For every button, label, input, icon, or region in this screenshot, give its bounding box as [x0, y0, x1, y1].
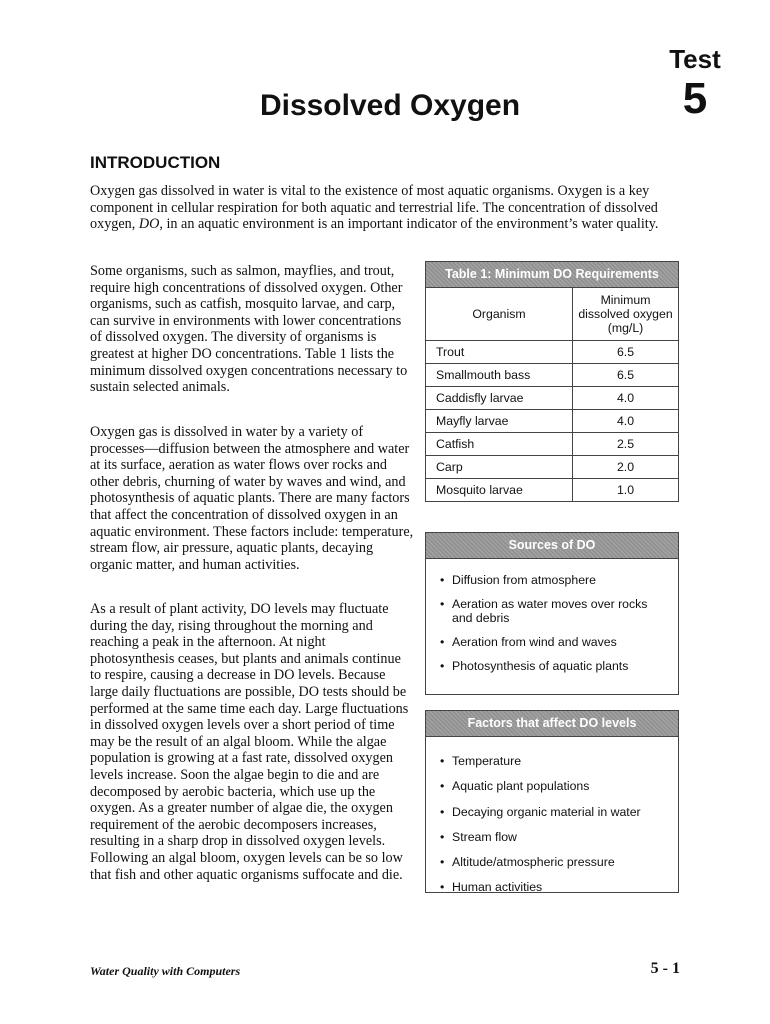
table-row	[426, 364, 678, 387]
intro-text-start: Oxygen gas dissolved in water is vital to the existence of most aquatic organisms. Oxygen is a key component in cellular respiration for both aquatic and terrestrial life. The concentration of dissolved oxygen,	[90, 183, 658, 233]
table-row	[426, 479, 678, 502]
paragraph-fluctuations: As a result of plant activity, DO levels may fluctuate during the day, rising throughout the morning and reaching a peak in the afternoon. At night photosynthesis ceases, but plants and animals continue to respire, causing a decrease in DO levels. Because large daily fluctuations are possible, DO tests should be performed at the same time each day. Large fluctuations in dissolved oxygen levels over a short period of time may be the result of an algal bloom. While the algae population is growing at a fast rate, dissolved oxygen levels increase. Soon the algae begin to die and are decomposed by aerobic bacteria, which use up the oxygen. As a greater number of algae die, the oxygen requirement of the aerobic decomposers increases, resulting in a sharp drop in dissolved oxygen levels. Following an algal bloom, oxygen levels can be so low that fish and other aquatic organisms suffocate and die.	[90, 601, 409, 883]
intro-text-end: , in an aquatic environment is an important indicator of the environment’s water quality.	[159, 216, 659, 233]
table-row	[426, 341, 678, 364]
value-cell: 6.5	[573, 364, 679, 387]
do-requirements-table	[425, 261, 679, 502]
list-item: • Decaying organic material in water	[440, 805, 664, 819]
table-row	[426, 410, 678, 433]
list-item: • Aquatic plant populations	[440, 779, 664, 793]
sources-of-do-box	[425, 532, 679, 695]
sources-list	[426, 559, 678, 673]
intro-paragraph	[90, 183, 690, 233]
organism-cell: Caddisfly larvae	[426, 387, 573, 410]
value-cell: 1.0	[573, 479, 679, 502]
organism-cell: Smallmouth bass	[426, 364, 573, 387]
list-item: • Diffusion from atmosphere	[440, 573, 664, 587]
list-item: • Human activities	[440, 880, 664, 894]
factors-list	[426, 737, 678, 894]
paragraph-organisms: Some organisms, such as salmon, mayflies, and trout, require high concentrations of dissolved oxygen. Other organisms, such as catfish, mosquito larvae, and carp, can survive in environments with lower concentrations of dissolved oxygen. The diversity of organisms is greatest at higher DO concentrations. Table 1 lists the minimum dissolved oxygen concentrations necessary to sustain selected animals.	[90, 263, 408, 396]
value-cell: 4.0	[573, 410, 679, 433]
factors-affect-do-box	[425, 710, 679, 893]
table-row	[426, 387, 678, 410]
list-item: • Aeration as water moves over rocks and debris	[440, 597, 664, 625]
table-grid	[426, 288, 678, 501]
organism-cell: Mayfly larvae	[426, 410, 573, 433]
organism-cell: Carp	[426, 456, 573, 479]
page-title: Dissolved Oxygen	[259, 89, 521, 122]
column-header-organism: Organism	[472, 307, 526, 321]
table-row	[426, 456, 678, 479]
value-cell: 2.0	[573, 456, 679, 479]
list-item: • Stream flow	[440, 830, 664, 844]
factors-box-title: Factors that affect DO levels	[426, 711, 678, 737]
footer-book-title: Water Quality with Computers	[90, 964, 241, 978]
list-item: • Photosynthesis of aquatic plants	[440, 659, 664, 673]
section-heading: INTRODUCTION	[90, 153, 221, 172]
sources-box-title: Sources of DO	[426, 533, 678, 559]
test-label: Test	[669, 44, 721, 74]
organism-cell: Catfish	[426, 433, 573, 456]
footer-page-number: 5 - 1	[650, 960, 680, 977]
test-number: 5	[682, 74, 708, 123]
table-title: Table 1: Minimum DO Requirements	[426, 262, 678, 288]
list-item: • Aeration from wind and waves	[440, 635, 664, 649]
organism-cell: Mosquito larvae	[426, 479, 573, 502]
table-row	[426, 433, 678, 456]
intro-do-abbreviation: DO	[138, 216, 160, 233]
value-cell: 6.5	[573, 341, 679, 364]
column-header-minimum-do: Minimum dissolved oxygen (mg/L)	[573, 288, 679, 341]
paragraph-processes: Oxygen gas is dissolved in water by a variety of processes—diffusion between the atmosphere and water at its surface, aeration as water flows over rocks and other debris, churning of water by waves and wind, and photosynthesis of aquatic plants. There are many factors that affect the concentration of dissolved oxygen in an aquatic environment. These factors include: temperature, stream flow, air pressure, aquatic plants, decaying organic matter, and human activities.	[90, 424, 414, 573]
value-cell: 2.5	[573, 433, 679, 456]
table-header-row	[426, 288, 678, 341]
list-item: • Temperature	[440, 754, 664, 768]
organism-cell: Trout	[426, 341, 573, 364]
list-item: • Altitude/atmospheric pressure	[440, 855, 664, 869]
value-cell: 4.0	[573, 387, 679, 410]
